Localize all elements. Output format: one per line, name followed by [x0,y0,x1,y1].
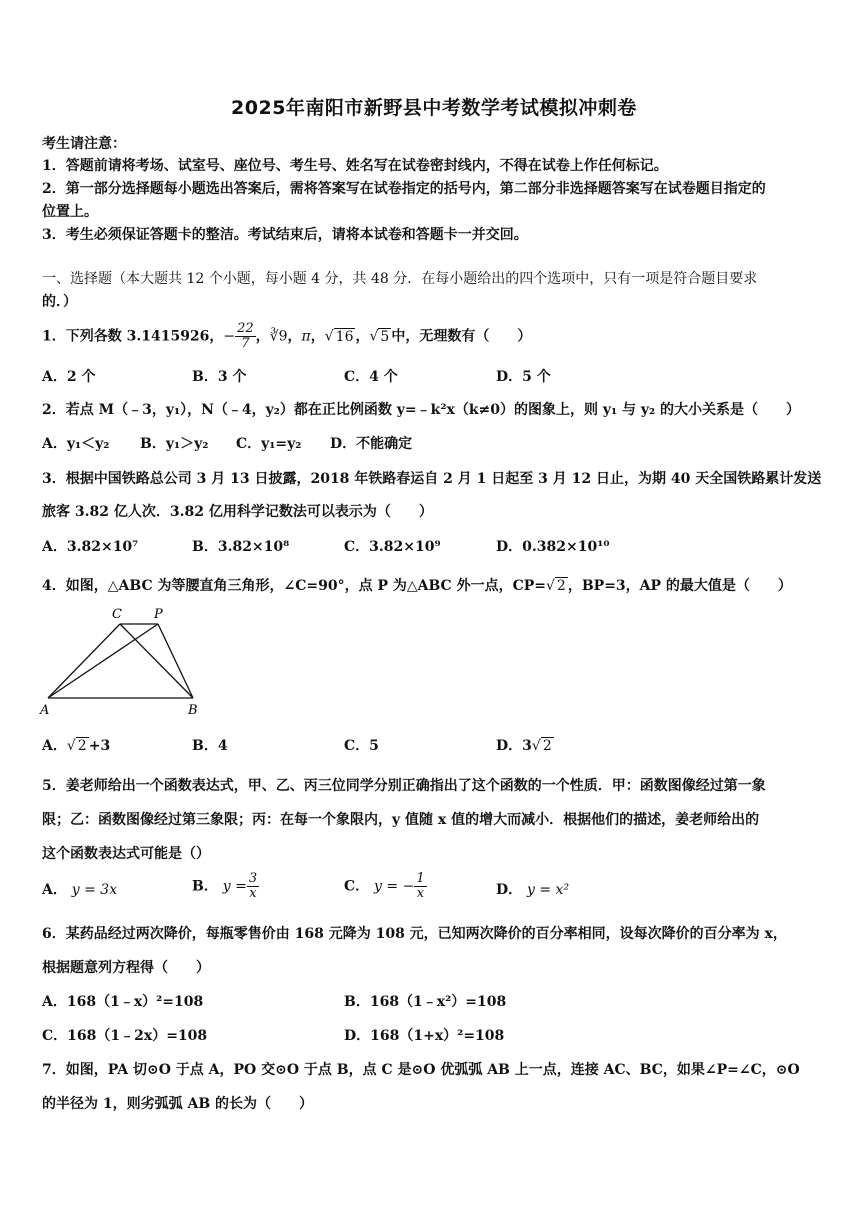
q1-frac-num: 22 [237,321,254,336]
q4-option-c[interactable]: C．5 [344,738,379,754]
q3-option-b[interactable]: B．3.82×10⁸ [192,539,290,555]
question-7-line2: 的半径为 1，则劣弧弧 AB 的长为（ ） [42,1096,314,1112]
q1-frac-den: 7 [241,336,250,351]
q3-option-c[interactable]: C．3.82×10⁹ [344,539,441,555]
q1-sqrt5: √ 5 [369,328,390,345]
q1-option-c[interactable]: C．4 个 [344,369,398,385]
q6-option-b[interactable]: B．168（1﹣x²）=108 [344,994,507,1010]
q1-option-d[interactable]: D．5 个 [496,369,551,385]
q1-option-a[interactable]: A．2 个 [42,369,96,385]
segment-ap [48,624,158,698]
question-5-line1: 5．姜老师给出一个函数表达式，甲、乙、丙三位同学分别正确指出了这个函数的一个性质．甲：函数图像经过第一象 [42,778,766,794]
q4-triangle-figure [38,600,208,720]
question-3-line2: 旅客 3.82 亿人次．3.82 亿用科学记数法可以表示为（ ） [42,504,433,520]
notice-item-3: 3．考生必须保证答题卡的整洁。考试结束后，请将本试卷和答题卡一并交回。 [42,227,528,243]
question-3-line1: 3．根据中国铁路总公司 3 月 13 日披露，2018 年铁路春运自 2 月 1 日起至 3 月 12 日止，为期 40 天全国铁路累计发送 [42,471,822,487]
question-4-stem [42,575,792,595]
q1-fraction [235,322,256,351]
section-heading-line2: 的．） [42,294,77,310]
question-6-line2: 根据题意列方程得（ ） [42,960,210,976]
q4-sqrt2: √ 2 [545,578,566,594]
q1-cube-root: ∛9 [269,328,288,345]
q1-prefix: 1．下列各数 3.1415926， [42,328,224,345]
q4-option-a[interactable]: A．√ 2 +3 [42,738,111,754]
question-2-stem: 2．若点 M（﹣3，y₁），N（﹣4，y₂）都在正比例函数 y=﹣k²x（k≠0）的图象上，则 y₁ 与 y₂ 的大小关系是（ ） [42,402,801,418]
segment-ac [48,624,120,698]
q6-option-d[interactable]: D．168（1+x）²=108 [344,1028,505,1044]
q2-option-d[interactable]: D．不能确定 [330,436,413,452]
q5-option-a[interactable]: A． y = 3x [42,882,118,898]
q1-option-b[interactable]: B．3 个 [192,369,247,385]
question-5-line2: 限；乙：函数图像经过第三象限；丙：在每一个象限内，y 值随 x 值的增大而减小．根据他们的描述，姜老师给出的 [42,812,760,828]
q1-pi: π [301,328,311,345]
q6-option-c[interactable]: C．168（1﹣2x）=108 [42,1028,208,1044]
label-p: P [154,607,163,622]
label-b: B [188,703,198,718]
q2-option-b[interactable]: B．y₁＞y₂ [140,436,209,452]
q3-option-d[interactable]: D．0.382×10¹⁰ [496,539,610,555]
notice-item-2: 2．第一部分选择题每小题选出答案后，需将答案写在试卷指定的括号内，第二部分非选择题答案写在试卷题目指定的 [42,181,766,197]
segment-pb [158,624,193,698]
q4-option-d[interactable]: D．3√ 2 [496,738,552,754]
q4-stem-part-b: ，BP=3，AP 的最大值是（ ） [567,578,792,594]
q4-stem-part-a: 4．如图，△ABC 为等腰直角三角形，∠C=90°，点 P 为△ABC 外一点，CP= [42,578,546,594]
section-heading-line1: 一、选择题（本大题共 12 个小题，每小题 4 分，共 48 分．在每小题给出的四个选项中，只有一项是符合题目要求 [42,271,758,287]
question-7-line1: 7．如图，PA 切⊙O 于点 A，PO 交⊙O 于点 B，点 C 是⊙O 优弧弧 AB 上一点，连接 AC、BC，如果∠P=∠C，⊙O [42,1062,800,1078]
notice-item-2-cont: 位置上。 [42,204,98,220]
notice-item-1: 1．答题前请将考场、试室号、座位号、考生号、姓名写在试卷密封线内，不得在试卷上作任何标记。 [42,158,668,174]
q1-neg-sign: − [223,328,236,345]
question-6-line1: 6．某药品经过两次降价，每瓶零售价由 168 元降为 108 元，已知两次降价的百分率相同，设每次降价的百分率为 x， [42,926,787,942]
question-5-line3: 这个函数表达式可能是（） [42,846,210,862]
q1-sqrt16: √ 16 [324,328,354,345]
q3-option-a[interactable]: A．3.82×10⁷ [42,539,139,555]
exam-title: 2025年南阳市新野县中考数学考试模拟冲刺卷 [231,97,637,119]
label-a: A [40,703,50,718]
q2-option-c[interactable]: C．y₁=y₂ [236,436,302,452]
q1-suffix: 中，无理数有（ ） [391,328,532,345]
q5-option-b[interactable]: B． y = $\frac{3}{x}$ [192,871,258,901]
q2-option-a[interactable]: A．y₁＜y₂ [42,436,110,452]
question-1-stem: 1．下列各数 3.1415926，− $\frac{22}{7}$ ，∛9，π，√ 16 ，√ 5 中，无理数有（ ） [42,321,532,351]
notice-heading: 考生请注意： [42,136,126,152]
q5-option-c[interactable]: C． y = − $\frac{1}{x}$ [344,871,425,901]
q4-option-b[interactable]: B．4 [192,738,228,754]
segment-cb [120,624,193,698]
q5-option-d[interactable]: D． y = x² [496,882,570,898]
label-c: C [112,607,122,622]
q6-option-a[interactable]: A．168（1﹣x）²=108 [42,994,204,1010]
